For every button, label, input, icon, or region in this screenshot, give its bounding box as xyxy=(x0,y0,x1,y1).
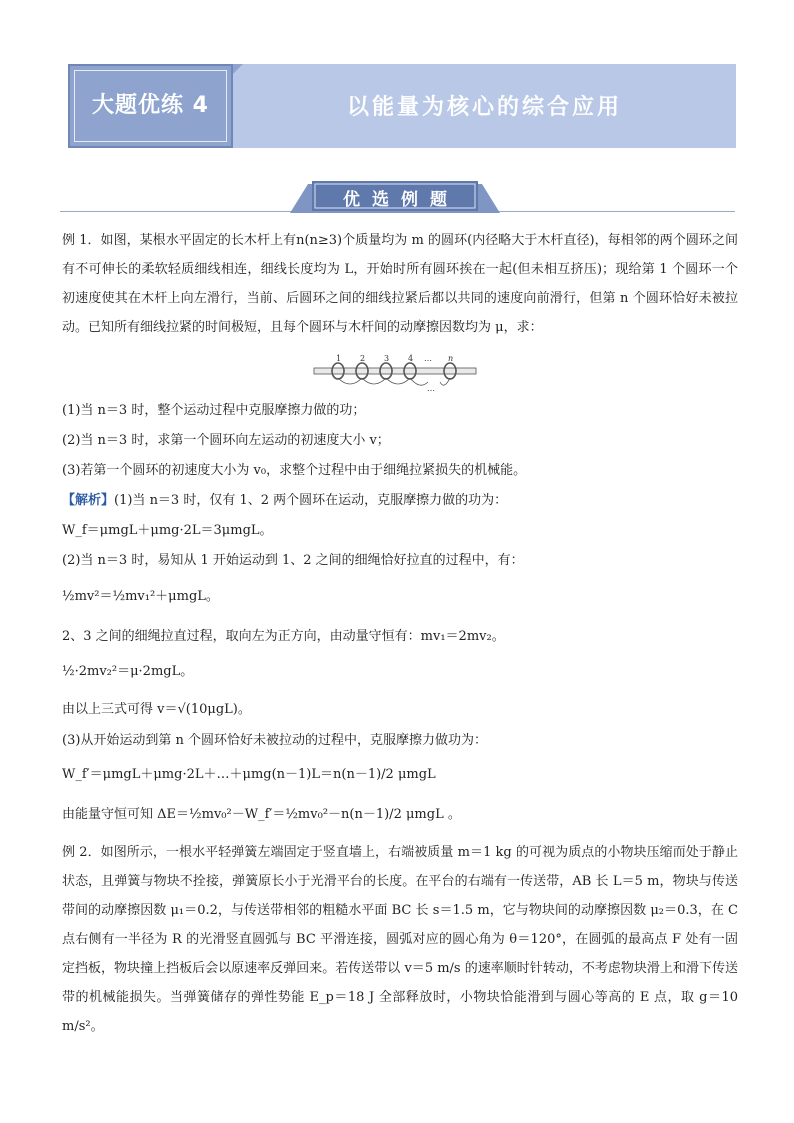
example-1-intro: 例 1．如图，某根水平固定的长木杆上有n(n≥3)个质量均为 m 的圆环(内径略大于木杆直径)，每相邻的两个圆环之间有不可伸长的柔软轻质细线相连，细线长度均为 L，开始时所有圆环挨在一起(但未相互挤压)；现给第 1 个圆环一个初速度使其在木杆上向左滑行，当前、后圆环之间的细线拉紧后都以共同的速度向前滑行，但第 n 个圆环恰好未被拉动。已知所有细线拉紧的时间极短，且每个圆环与木杆间的动摩擦因数均为 μ，求： xyxy=(62,233,738,335)
analysis-part-6: 由能量守恒可知 ΔE＝½mv₀²－W_f′＝½mv₀²－n(n－1)/2 μmgL 。 xyxy=(62,807,461,822)
analysis-line-1 xyxy=(62,486,738,515)
analysis-eq-2: ½mv²＝½mv₁²＋μmgL。 xyxy=(62,589,219,604)
analysis-part-5: (3)从开始运动到第 n 个圆环恰好未被拉动的过程中，克服摩擦力做功为： xyxy=(62,733,488,748)
question-2: (2)当 n＝3 时，求第一个圆环向左运动的初速度大小 v； xyxy=(62,433,390,448)
figure-label-4: 4 xyxy=(408,354,414,363)
figure-label-ellipsis: … xyxy=(424,354,432,363)
analysis-part-3: 2、3 之间的细绳拉直过程，取向左为正方向，由动量守恒有：mv₁＝2mv₂。 xyxy=(62,629,505,644)
example-2-text: 例 2．如图所示，一根水平轻弹簧左端固定于竖直墙上，右端被质量 m＝1 kg 的可视为质点的小物块压缩而处于静止状态，且弹簧与物块不拴接，弹簧原长小于光滑平台的长度。在平台的右端有一传送带，AB 长 L＝5 m，物块与传送带间的动摩擦因数 μ₁＝0.2，与传送带相邻的粗糙水平面 BC 长 s＝1.5 m，它与物块间的动摩擦因数 μ₂＝0.3，在 C 点右侧有一半径为 R 的光滑竖直圆弧与 BC 平滑连接，圆弧对应的圆心角为 θ＝120°，在圆弧的最高点 F 处有一固定挡板，物块撞上挡板后会以原速率反弹回来。若传送带以 v＝5 m/s 的速率顺时针转动，不考虑物块滑上和滑下传送带的机械能损失。当弹簧储存的弹性势能 E_p＝18 J 全部释放时，小物块恰能滑到与圆心等高的 E 点，取 g＝10 m/s²。 xyxy=(62,845,738,1034)
section-label: 优选例题 xyxy=(343,190,459,210)
figure-label-3: 3 xyxy=(384,354,390,363)
banner-right-block xyxy=(233,64,736,148)
analysis-part-2: (2)当 n＝3 时，易知从 1 开始运动到 1、2 之间的细绳恰好拉直的过程中，有： xyxy=(62,553,524,568)
analysis-tag: 【解析】 xyxy=(62,493,115,508)
section-header xyxy=(290,178,500,216)
figure-label-n: n xyxy=(448,354,454,363)
banner-left-block xyxy=(68,64,233,148)
analysis-eq-3: ½·2mv₂²＝μ·2mgL。 xyxy=(62,664,194,679)
question-3: (3)若第一个圆环的初速度大小为 v₀，求整个过程中由于细绳拉紧损失的机械能。 xyxy=(62,463,527,478)
question-1: (1)当 n＝3 时，整个运动过程中克服摩擦力做的功； xyxy=(62,403,366,418)
analysis-eq-5: W_f′＝μmgL＋μmg·2L＋…＋μmg(n－1)L＝n(n－1)/2 μmgL xyxy=(62,767,436,782)
figure-label-ellipsis-bottom: … xyxy=(427,384,435,393)
banner-right-title: 以能量为核心的综合应用 xyxy=(346,95,622,120)
analysis-part-1: (1)当 n＝3 时，仅有 1、2 两个圆环在运动，克服摩擦力做的功为： xyxy=(114,493,508,508)
figure-label-1: 1 xyxy=(336,354,342,363)
analysis-part-4: 由以上三式可得 v＝√(10μgL)。 xyxy=(62,702,251,717)
title-banner xyxy=(68,64,736,148)
figure-label-2: 2 xyxy=(360,354,366,363)
rings-on-rod-figure xyxy=(310,352,480,394)
banner-left-title: 大题优练 4 xyxy=(92,93,209,118)
analysis-eq-1: W_f＝μmgL＋μmg·2L＝3μmgL。 xyxy=(62,523,273,538)
